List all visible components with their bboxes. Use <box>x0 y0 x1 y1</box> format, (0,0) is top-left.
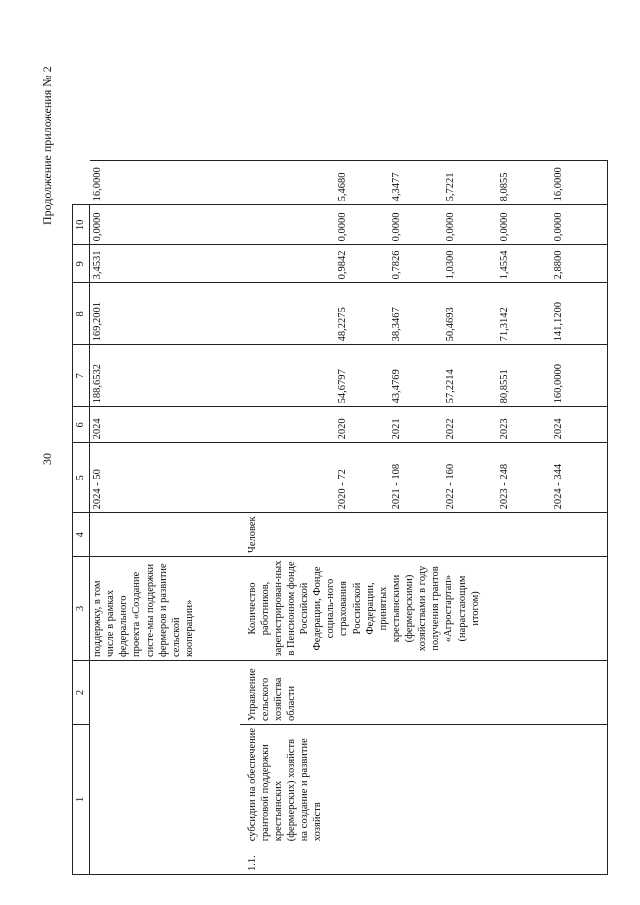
year: 2022 <box>444 418 456 440</box>
value: 71,3142 <box>498 307 510 342</box>
values-cell <box>240 283 608 345</box>
value: 1,4554 <box>498 250 510 280</box>
value-cell: 188,6532 <box>90 345 240 407</box>
value: 141,1200 <box>552 301 564 342</box>
value-cell: 16,0000 <box>90 161 240 205</box>
unit-cell <box>90 513 240 557</box>
value: 43,4769 <box>390 369 402 404</box>
value: 0,9842 <box>336 250 348 280</box>
column-header: 10 <box>73 205 90 245</box>
targets-cell <box>240 443 608 513</box>
item-cell <box>240 725 608 875</box>
column-numbers-row <box>73 161 90 875</box>
value: 80,8551 <box>498 369 510 404</box>
value-cell: 169,2001 <box>90 283 240 345</box>
value: 48,2275 <box>336 307 348 342</box>
column-header: 7 <box>73 345 90 407</box>
appendix-label: Продолжение приложения № 2 <box>40 66 54 225</box>
value: 57,2214 <box>444 369 456 404</box>
indicator-cell: Количество работников, зарегистрирован-ных в Пенсионном фонде Российской Федерации, Фонде социаль-ного страхования Российской Федерации, принятых крестьянскими (фермерскими) хозяйствами в году получения грантов «Агростартап» (нарастающим итогом) <box>240 557 608 661</box>
value: 5,4680 <box>336 172 348 202</box>
year: 2023 <box>498 418 510 440</box>
values-cell <box>240 345 608 407</box>
value: 5,7221 <box>444 172 456 202</box>
values-cell <box>240 161 608 205</box>
indicator-cell: поддержку, в том числе в рамках федерального проекта «Создание систе-мы поддержки фермеров и развитие сельской кооперации» <box>90 557 240 661</box>
column-header: 3 <box>73 557 90 661</box>
year-target: 2022 - 160 <box>444 463 456 510</box>
unit-cell: Человек <box>240 513 608 557</box>
value: 0,0000 <box>552 212 564 242</box>
year-target: 2021 - 108 <box>390 463 402 510</box>
value: 0,0000 <box>444 212 456 242</box>
item-name: субсидии на обеспечение грантовой поддержки крестьянских (фермерских) хозяйств на создание и развитие хозяйств <box>246 727 324 842</box>
value: 2,8800 <box>552 250 564 280</box>
table-row <box>90 161 240 875</box>
item-number: 1.1. <box>246 855 258 871</box>
value: 0,0000 <box>498 212 510 242</box>
budget-table <box>72 160 608 875</box>
value: 0,0000 <box>390 212 402 242</box>
year-cell: 2024 <box>90 407 240 443</box>
year-target: 2024 - 344 <box>552 463 564 510</box>
values-cell <box>240 245 608 283</box>
year-target: 2023 - 248 <box>498 463 510 510</box>
spacer <box>246 446 336 509</box>
empty-cell <box>90 661 240 875</box>
column-header: 2 <box>73 661 90 725</box>
value: 16,0000 <box>552 167 564 202</box>
column-header: 9 <box>73 245 90 283</box>
table-row <box>240 161 608 875</box>
value: 50,4693 <box>444 307 456 342</box>
column-header: 8 <box>73 283 90 345</box>
year: 2020 <box>336 418 348 440</box>
year: 2024 <box>552 418 564 440</box>
value: 4,3477 <box>390 172 402 202</box>
value-cell: 3,4531 <box>90 245 240 283</box>
executor-cell: Управление сельского хозяйства области <box>240 661 608 725</box>
year: 2021 <box>390 418 402 440</box>
years-cell <box>240 407 608 443</box>
page-number: 30 <box>40 453 54 465</box>
value: 54,6797 <box>336 369 348 404</box>
column-header: 1 <box>73 725 90 875</box>
value: 0,7826 <box>390 250 402 280</box>
year-target: 2020 - 72 <box>336 469 348 510</box>
value: 38,3467 <box>390 307 402 342</box>
column-header: 6 <box>73 407 90 443</box>
value: 160,0000 <box>552 363 564 404</box>
target-cell: 2024 - 50 <box>90 443 240 513</box>
column-header: 5 <box>73 443 90 513</box>
value: 0,0000 <box>336 212 348 242</box>
values-cell <box>240 205 608 245</box>
value: 8,0855 <box>498 172 510 202</box>
value: 1,0300 <box>444 250 456 280</box>
value-cell: 0,0000 <box>90 205 240 245</box>
column-header: 4 <box>73 513 90 557</box>
